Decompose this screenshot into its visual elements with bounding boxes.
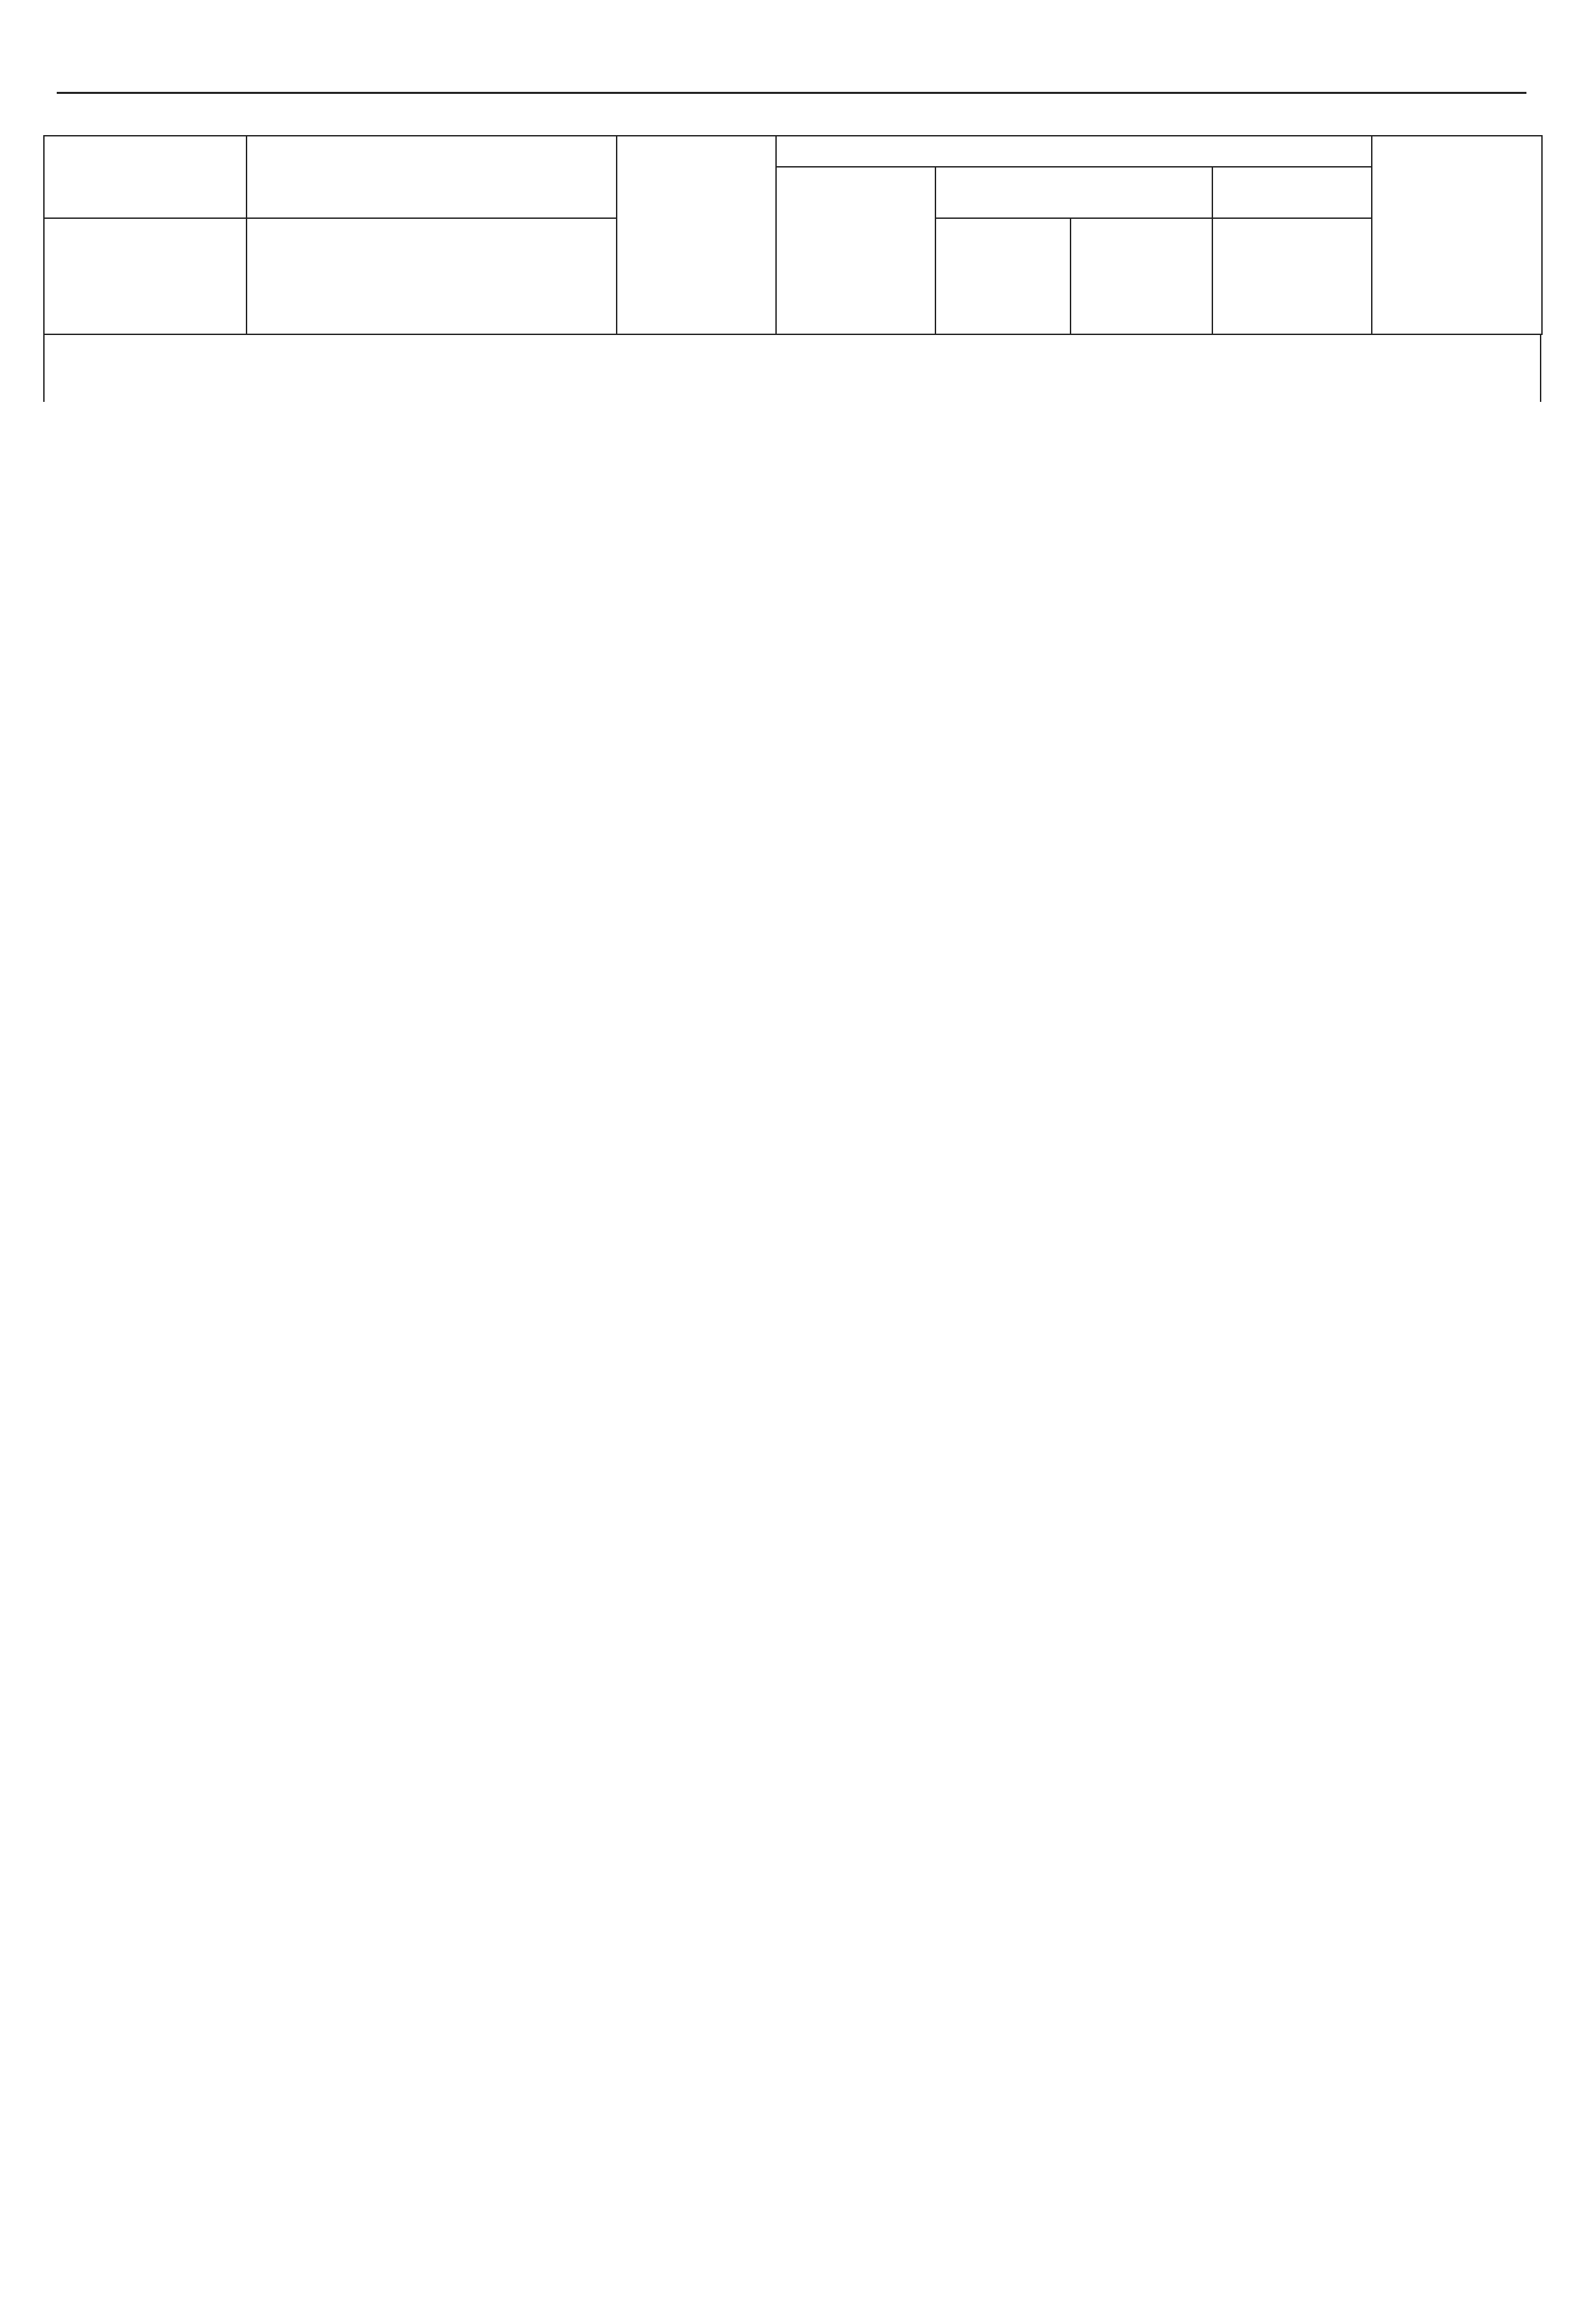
col-header-labor-hours	[1372, 136, 1542, 334]
section-title	[45, 334, 1540, 402]
col-header-rate-numbers	[44, 136, 247, 218]
col-header-work-name	[247, 136, 617, 218]
column-header-table	[43, 135, 1543, 334]
col-header-materials	[1212, 167, 1372, 218]
header-rule	[57, 92, 1526, 94]
col-header-material-codes	[44, 218, 247, 334]
col-header-worker-pay	[776, 167, 935, 334]
col-header-material-consumption	[1212, 218, 1372, 334]
col-header-machines	[935, 167, 1212, 218]
col-header-machinist-pay	[1071, 218, 1212, 334]
col-header-material-name	[247, 218, 617, 334]
col-header-including	[776, 136, 1372, 167]
col-header-machines-total	[935, 218, 1071, 334]
col-header-direct-costs	[617, 136, 776, 334]
section-block	[43, 334, 1541, 402]
document-frame	[43, 135, 1541, 402]
